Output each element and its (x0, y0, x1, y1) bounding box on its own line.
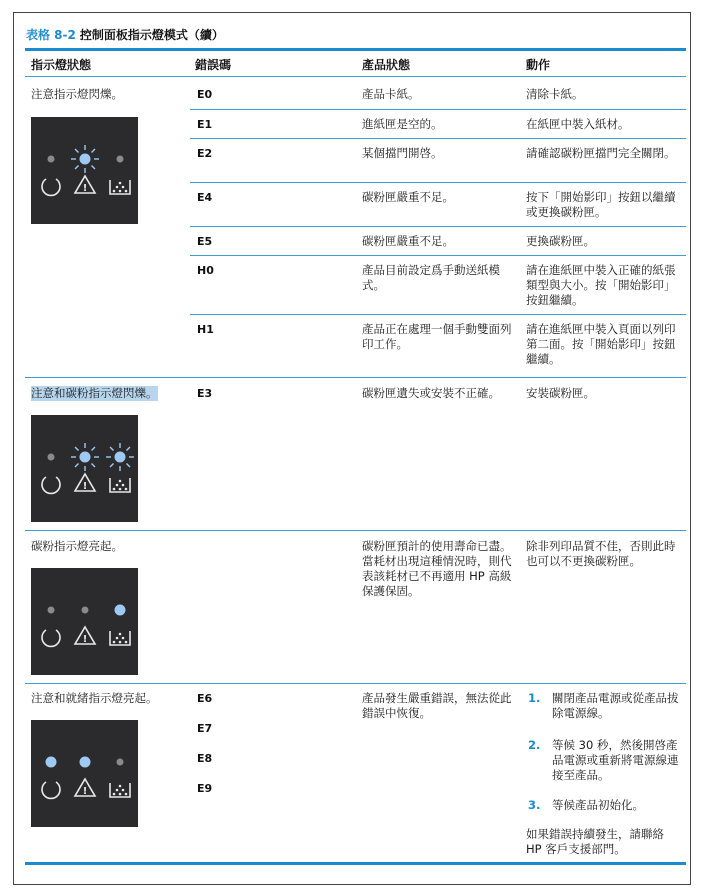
error-code: E2 (197, 147, 213, 160)
table-number: 表格 8-2 (26, 28, 76, 42)
action: 清除卡紙。 (526, 87, 584, 101)
error-code: E4 (197, 191, 213, 204)
action: 請確認碳粉匣擋門完全關閉。 (526, 146, 676, 160)
error-code: H1 (197, 323, 214, 336)
action-step (528, 798, 683, 813)
table-bottom-rule (25, 862, 686, 865)
attention-led-blink (71, 145, 99, 173)
toner-led-on (115, 605, 126, 616)
svg-text:!: ! (82, 786, 88, 797)
error-code: H0 (197, 264, 214, 277)
row-divider (190, 226, 686, 227)
product-status: 產品卡紙。 (362, 87, 420, 101)
control-panel-illustration (31, 117, 138, 224)
action: 請在進紙匣中裝入正確的紙張類型與大小。按「開始影印」按鈕繼續。 (526, 263, 676, 307)
ready-led-on (46, 757, 57, 768)
product-status: 碳粉匣遺失或安裝不正確。 (362, 386, 500, 400)
header-error-code: 錯誤碼 (195, 58, 232, 72)
row-divider (25, 76, 686, 77)
control-panel-illustration (31, 568, 138, 675)
row-divider (25, 683, 686, 684)
product-status: 碳粉匣預計的使用壽命已盡。當耗材出現這種情況時，則代表該耗材已不再適用 HP 高級保護保固。 (362, 539, 512, 598)
action: 在紙匣中裝入紙材。 (526, 117, 630, 131)
toner-led (117, 156, 124, 163)
product-status: 產品正在處理一個手動雙面列印工作。 (362, 322, 512, 351)
row-divider (190, 182, 686, 183)
ready-icon (42, 477, 60, 493)
step-number: 3. (528, 798, 541, 812)
step-text: 等候產品初始化。 (552, 798, 644, 812)
table-caption (26, 26, 224, 43)
ready-icon (42, 179, 60, 195)
action-step (528, 738, 683, 783)
ready-led (48, 454, 55, 461)
light-status-toner-on: 碳粉指示燈亮起。 (31, 539, 123, 553)
step-text: 關閉產品電源或從產品拔除電源線。 (552, 691, 679, 720)
product-status: 產品發生嚴重錯誤，無法從此錯誤中恢復。 (362, 691, 512, 720)
svg-text:!: ! (82, 634, 88, 645)
row-divider (25, 530, 686, 531)
header-product-status: 產品狀態 (362, 58, 411, 72)
light-status-attention-blink: 注意指示燈閃爍。 (31, 87, 123, 101)
step-number: 1. (528, 691, 541, 705)
svg-text:!: ! (82, 481, 88, 492)
light-status-attention-toner-blink: 注意和碳粉指示燈閃爍。 (31, 386, 158, 400)
toner-led-blink (106, 443, 134, 471)
attention-led-on (80, 757, 91, 768)
step-number: 2. (528, 738, 541, 752)
svg-text:!: ! (82, 183, 88, 194)
row-divider (25, 377, 686, 378)
table-top-rule (25, 48, 686, 51)
product-status: 產品目前設定爲手動送紙模式。 (362, 263, 500, 292)
attention-led (82, 607, 89, 614)
light-status-attention-ready-on: 注意和就緒指示燈亮起。 (31, 691, 158, 705)
header-action: 動作 (526, 58, 551, 72)
header-light-status: 指示燈狀態 (31, 58, 92, 72)
table-title: 控制面板指示燈模式（續） (79, 28, 224, 42)
row-divider (190, 314, 686, 315)
action-step (528, 691, 683, 721)
toner-led (117, 759, 124, 766)
action: 請在進紙匣中裝入頁面以列印第二面。按「開始影印」按鈕繼續。 (526, 322, 676, 366)
action: 安裝碳粉匣。 (526, 386, 595, 400)
error-code: E8 (197, 752, 213, 765)
error-code: E5 (197, 235, 213, 248)
step-text: 等候 30 秒，然後開啓產品電源或重新將電源線連接至產品。 (552, 738, 679, 782)
error-code: E0 (197, 88, 213, 101)
error-code: E7 (197, 722, 213, 735)
error-code: E9 (197, 782, 213, 795)
product-status: 進紙匣是空的。 (362, 117, 443, 131)
row-divider (190, 138, 686, 139)
ready-led (48, 156, 55, 163)
attention-led-blink (71, 443, 99, 471)
action: 更換碳粉匣。 (526, 234, 595, 248)
action: 按下「開始影印」按鈕以繼續或更換碳粉匣。 (526, 190, 676, 219)
product-status: 碳粉匣嚴重不足。 (362, 190, 454, 204)
action: 除非列印品質不佳，否則此時也可以不更換碳粉匣。 (526, 539, 676, 568)
control-panel-illustration (31, 415, 138, 522)
ready-icon (42, 782, 60, 798)
ready-icon (42, 630, 60, 646)
control-panel-illustration (31, 720, 138, 827)
product-status: 某個擋門開啓。 (362, 146, 443, 160)
error-code: E6 (197, 692, 213, 705)
action-note: 如果錯誤持續發生，請聯絡 HP 客戶支援部門。 (526, 827, 664, 856)
row-divider (190, 109, 686, 110)
error-code: E3 (197, 387, 213, 400)
product-status: 碳粉匣嚴重不足。 (362, 234, 454, 248)
error-code: E1 (197, 118, 213, 131)
row-divider (190, 255, 686, 256)
ready-led (48, 607, 55, 614)
